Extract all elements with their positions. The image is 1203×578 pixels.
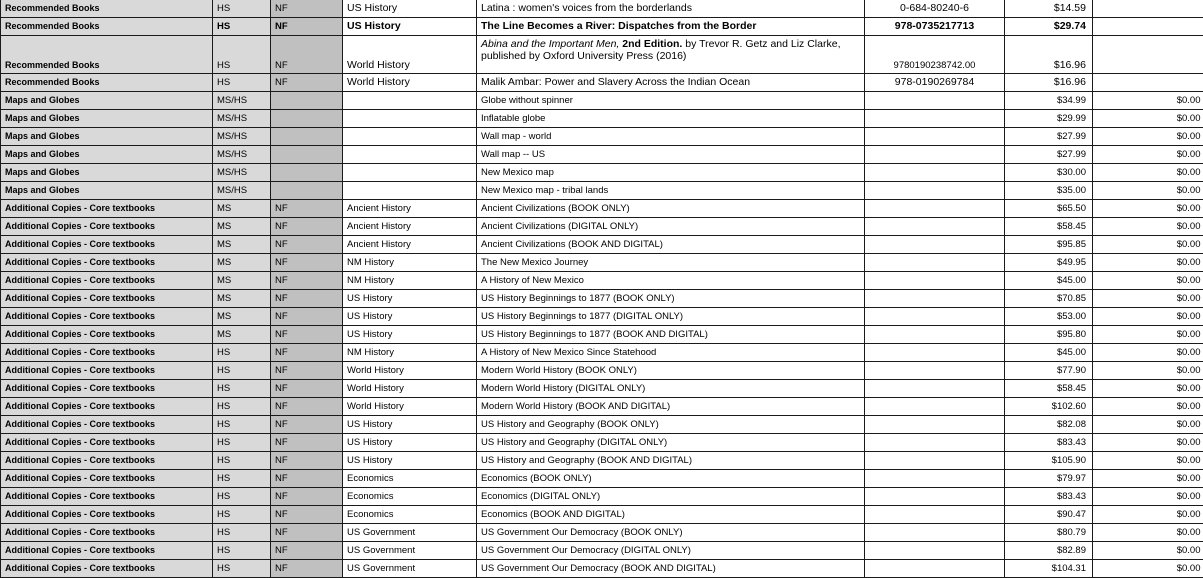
table-row: [1, 236, 1203, 254]
type-cell[interactable]: [271, 182, 343, 200]
category-cell[interactable]: Additional Copies - Core textbooks: [1, 560, 213, 578]
extra-price-cell[interactable]: [1093, 18, 1203, 36]
grade-cell[interactable]: HS: [213, 18, 271, 36]
isbn-cell[interactable]: [865, 128, 1005, 146]
extra-price-cell[interactable]: $0.00: [1093, 452, 1203, 470]
grade-cell[interactable]: HS: [213, 344, 271, 362]
grade-cell[interactable]: HS: [213, 398, 271, 416]
category-cell[interactable]: Additional Copies - Core textbooks: [1, 434, 213, 452]
price-cell[interactable]: $65.50: [1005, 200, 1093, 218]
type-cell[interactable]: NF: [271, 308, 343, 326]
grade-cell[interactable]: MS: [213, 326, 271, 344]
category-cell[interactable]: Additional Copies - Core textbooks: [1, 452, 213, 470]
isbn-cell[interactable]: [865, 488, 1005, 506]
extra-price-cell[interactable]: $0.00: [1093, 398, 1203, 416]
type-cell[interactable]: NF: [271, 434, 343, 452]
category-cell[interactable]: Additional Copies - Core textbooks: [1, 344, 213, 362]
table-row: [1, 416, 1203, 434]
title-cell[interactable]: Malik Ambar: Power and Slavery Across the Indian Ocean: [477, 74, 865, 92]
extra-price-cell[interactable]: $0.00: [1093, 146, 1203, 164]
category-cell[interactable]: Additional Copies - Core textbooks: [1, 542, 213, 560]
title-cell[interactable]: US History Beginnings to 1877 (BOOK ONLY): [477, 290, 865, 308]
type-cell[interactable]: [271, 92, 343, 110]
title-cell[interactable]: US History and Geography (BOOK ONLY): [477, 416, 865, 434]
subject-cell[interactable]: World History: [343, 380, 477, 398]
isbn-cell[interactable]: [865, 506, 1005, 524]
isbn-cell[interactable]: 9780190238742.00: [865, 36, 1005, 74]
title-cell[interactable]: Inflatable globe: [477, 110, 865, 128]
category-cell[interactable]: Additional Copies - Core textbooks: [1, 362, 213, 380]
type-cell[interactable]: NF: [271, 488, 343, 506]
isbn-cell[interactable]: [865, 326, 1005, 344]
grade-cell[interactable]: HS: [213, 560, 271, 578]
subject-cell[interactable]: US History: [343, 290, 477, 308]
price-cell[interactable]: $29.74: [1005, 18, 1093, 36]
title-cell[interactable]: The Line Becomes a River: Dispatches from the Border: [477, 18, 865, 36]
type-cell[interactable]: NF: [271, 236, 343, 254]
subject-cell[interactable]: US History: [343, 452, 477, 470]
price-cell[interactable]: $82.89: [1005, 542, 1093, 560]
isbn-cell[interactable]: [865, 416, 1005, 434]
table-row: [1, 560, 1203, 578]
type-cell[interactable]: NF: [271, 416, 343, 434]
grade-cell[interactable]: HS: [213, 488, 271, 506]
type-cell[interactable]: NF: [271, 290, 343, 308]
category-cell[interactable]: Recommended Books: [1, 0, 213, 18]
price-cell[interactable]: $45.00: [1005, 344, 1093, 362]
category-cell[interactable]: Maps and Globes: [1, 128, 213, 146]
grade-cell[interactable]: MS: [213, 254, 271, 272]
isbn-cell[interactable]: [865, 236, 1005, 254]
extra-price-cell[interactable]: $0.00: [1093, 182, 1203, 200]
extra-price-cell[interactable]: $0.00: [1093, 164, 1203, 182]
type-cell[interactable]: [271, 164, 343, 182]
subject-cell[interactable]: NM History: [343, 344, 477, 362]
extra-price-cell[interactable]: $0.00: [1093, 380, 1203, 398]
price-cell[interactable]: $16.96: [1005, 36, 1093, 74]
title-cell[interactable]: A History of New Mexico Since Statehood: [477, 344, 865, 362]
table-row: [1, 380, 1203, 398]
price-cell[interactable]: $35.00: [1005, 182, 1093, 200]
category-cell[interactable]: Recommended Books: [1, 74, 213, 92]
extra-price-cell[interactable]: $0.00: [1093, 92, 1203, 110]
subject-cell[interactable]: NM History: [343, 272, 477, 290]
isbn-cell[interactable]: [865, 560, 1005, 578]
grade-cell[interactable]: MS/HS: [213, 164, 271, 182]
title-cell[interactable]: Modern World History (DIGITAL ONLY): [477, 380, 865, 398]
table-row: [1, 218, 1203, 236]
type-cell[interactable]: [271, 110, 343, 128]
extra-price-cell[interactable]: $0.00: [1093, 344, 1203, 362]
title-cell[interactable]: Modern World History (BOOK AND DIGITAL): [477, 398, 865, 416]
type-cell[interactable]: NF: [271, 18, 343, 36]
extra-price-cell[interactable]: $0.00: [1093, 416, 1203, 434]
price-cell[interactable]: $83.43: [1005, 434, 1093, 452]
extra-price-cell[interactable]: $0.00: [1093, 434, 1203, 452]
subject-cell[interactable]: [343, 182, 477, 200]
extra-price-cell[interactable]: $0.00: [1093, 326, 1203, 344]
extra-price-cell[interactable]: $0.00: [1093, 542, 1203, 560]
grade-cell[interactable]: HS: [213, 36, 271, 74]
subject-cell[interactable]: [343, 164, 477, 182]
price-cell[interactable]: $16.96: [1005, 74, 1093, 92]
grade-cell[interactable]: HS: [213, 506, 271, 524]
price-cell[interactable]: $27.99: [1005, 128, 1093, 146]
extra-price-cell[interactable]: $0.00: [1093, 560, 1203, 578]
title-cell[interactable]: Abina and the Important Men, 2nd Edition. by Trevor R. Getz and Liz Clarke, published by Oxford University Press (2016): [477, 36, 865, 74]
grade-cell[interactable]: HS: [213, 470, 271, 488]
type-cell[interactable]: NF: [271, 36, 343, 74]
isbn-cell[interactable]: 978-0190269784: [865, 74, 1005, 92]
isbn-cell[interactable]: [865, 362, 1005, 380]
isbn-cell[interactable]: [865, 200, 1005, 218]
title-cell[interactable]: Modern World History (BOOK ONLY): [477, 362, 865, 380]
price-cell[interactable]: $30.00: [1005, 164, 1093, 182]
type-cell[interactable]: NF: [271, 362, 343, 380]
title-cell[interactable]: The New Mexico Journey: [477, 254, 865, 272]
grade-cell[interactable]: HS: [213, 0, 271, 18]
isbn-cell[interactable]: [865, 92, 1005, 110]
isbn-cell[interactable]: [865, 164, 1005, 182]
price-cell[interactable]: $49.95: [1005, 254, 1093, 272]
title-cell[interactable]: US Government Our Democracy (BOOK ONLY): [477, 524, 865, 542]
title-cell[interactable]: Wall map - world: [477, 128, 865, 146]
extra-price-cell[interactable]: $0.00: [1093, 110, 1203, 128]
price-cell[interactable]: $90.47: [1005, 506, 1093, 524]
grade-cell[interactable]: HS: [213, 416, 271, 434]
type-cell[interactable]: NF: [271, 470, 343, 488]
grade-cell[interactable]: HS: [213, 542, 271, 560]
title-cell[interactable]: US History and Geography (DIGITAL ONLY): [477, 434, 865, 452]
table-row: [1, 92, 1203, 110]
price-cell[interactable]: $34.99: [1005, 92, 1093, 110]
table-row: [1, 470, 1203, 488]
table-row: [1, 308, 1203, 326]
isbn-cell[interactable]: [865, 542, 1005, 560]
subject-cell[interactable]: US Government: [343, 542, 477, 560]
title-cell[interactable]: Economics (BOOK ONLY): [477, 470, 865, 488]
category-cell[interactable]: Additional Copies - Core textbooks: [1, 272, 213, 290]
extra-price-cell[interactable]: $0.00: [1093, 470, 1203, 488]
table-row: [1, 18, 1203, 36]
category-cell[interactable]: Additional Copies - Core textbooks: [1, 416, 213, 434]
table-row: [1, 74, 1203, 92]
table-row: [1, 200, 1203, 218]
grade-cell[interactable]: MS: [213, 290, 271, 308]
price-cell[interactable]: $104.31: [1005, 560, 1093, 578]
grade-cell[interactable]: HS: [213, 524, 271, 542]
title-cell[interactable]: US History Beginnings to 1877 (DIGITAL ONLY): [477, 308, 865, 326]
category-cell[interactable]: Maps and Globes: [1, 110, 213, 128]
price-cell[interactable]: $53.00: [1005, 308, 1093, 326]
table-row: [1, 344, 1203, 362]
price-cell[interactable]: $79.97: [1005, 470, 1093, 488]
type-cell[interactable]: NF: [271, 272, 343, 290]
title-cell[interactable]: Latina : women's voices from the borderlands: [477, 0, 865, 18]
isbn-cell[interactable]: [865, 380, 1005, 398]
grade-cell[interactable]: MS: [213, 200, 271, 218]
isbn-cell[interactable]: [865, 182, 1005, 200]
subject-cell[interactable]: US History: [343, 18, 477, 36]
isbn-cell[interactable]: 0-684-80240-6: [865, 0, 1005, 18]
table-row: [1, 290, 1203, 308]
table-row: [1, 488, 1203, 506]
table-row: [1, 506, 1203, 524]
subject-cell[interactable]: US History: [343, 326, 477, 344]
type-cell[interactable]: NF: [271, 524, 343, 542]
title-cell[interactable]: US History Beginnings to 1877 (BOOK AND DIGITAL): [477, 326, 865, 344]
category-cell[interactable]: Additional Copies - Core textbooks: [1, 506, 213, 524]
category-cell[interactable]: Maps and Globes: [1, 92, 213, 110]
table-row: [1, 326, 1203, 344]
isbn-cell[interactable]: [865, 290, 1005, 308]
table-row: [1, 452, 1203, 470]
subject-cell[interactable]: Economics: [343, 470, 477, 488]
table-row: [1, 0, 1203, 18]
type-cell[interactable]: [271, 128, 343, 146]
category-cell[interactable]: Additional Copies - Core textbooks: [1, 488, 213, 506]
price-cell[interactable]: $14.59: [1005, 0, 1093, 18]
subject-cell[interactable]: Ancient History: [343, 236, 477, 254]
grade-cell[interactable]: HS: [213, 452, 271, 470]
type-cell[interactable]: NF: [271, 200, 343, 218]
price-cell[interactable]: $29.99: [1005, 110, 1093, 128]
grade-cell[interactable]: MS/HS: [213, 128, 271, 146]
subject-cell[interactable]: NM History: [343, 254, 477, 272]
price-cell[interactable]: $27.99: [1005, 146, 1093, 164]
type-cell[interactable]: NF: [271, 254, 343, 272]
table-row: [1, 254, 1203, 272]
isbn-cell[interactable]: 978-0735217713: [865, 18, 1005, 36]
table-body: [1, 0, 1203, 578]
category-cell[interactable]: Additional Copies - Core textbooks: [1, 398, 213, 416]
table-row: [1, 128, 1203, 146]
title-cell[interactable]: US Government Our Democracy (BOOK AND DIGITAL): [477, 560, 865, 578]
category-cell[interactable]: Additional Copies - Core textbooks: [1, 524, 213, 542]
grade-cell[interactable]: MS: [213, 272, 271, 290]
category-cell[interactable]: Additional Copies - Core textbooks: [1, 290, 213, 308]
extra-price-cell[interactable]: $0.00: [1093, 488, 1203, 506]
type-cell[interactable]: NF: [271, 506, 343, 524]
price-cell[interactable]: $95.80: [1005, 326, 1093, 344]
price-cell[interactable]: $105.90: [1005, 452, 1093, 470]
subject-cell[interactable]: [343, 110, 477, 128]
type-cell[interactable]: NF: [271, 398, 343, 416]
isbn-cell[interactable]: [865, 470, 1005, 488]
extra-price-cell[interactable]: $0.00: [1093, 308, 1203, 326]
subject-cell[interactable]: Ancient History: [343, 218, 477, 236]
isbn-cell[interactable]: [865, 110, 1005, 128]
type-cell[interactable]: [271, 146, 343, 164]
extra-price-cell[interactable]: $0.00: [1093, 290, 1203, 308]
subject-cell[interactable]: Ancient History: [343, 200, 477, 218]
category-cell[interactable]: Additional Copies - Core textbooks: [1, 380, 213, 398]
subject-cell[interactable]: US History: [343, 416, 477, 434]
price-cell[interactable]: $80.79: [1005, 524, 1093, 542]
grade-cell[interactable]: MS/HS: [213, 92, 271, 110]
title-cell[interactable]: Ancient Civilizations (DIGITAL ONLY): [477, 218, 865, 236]
category-cell[interactable]: Additional Copies - Core textbooks: [1, 254, 213, 272]
isbn-cell[interactable]: [865, 452, 1005, 470]
isbn-cell[interactable]: [865, 344, 1005, 362]
category-cell[interactable]: Additional Copies - Core textbooks: [1, 236, 213, 254]
title-cell[interactable]: Ancient Civilizations (BOOK ONLY): [477, 200, 865, 218]
grade-cell[interactable]: MS/HS: [213, 182, 271, 200]
table-row: [1, 36, 1203, 74]
category-cell[interactable]: Maps and Globes: [1, 164, 213, 182]
type-cell[interactable]: NF: [271, 0, 343, 18]
type-cell[interactable]: NF: [271, 452, 343, 470]
grade-cell[interactable]: MS: [213, 236, 271, 254]
extra-price-cell[interactable]: $0.00: [1093, 218, 1203, 236]
subject-cell[interactable]: [343, 128, 477, 146]
grade-cell[interactable]: MS: [213, 218, 271, 236]
extra-price-cell[interactable]: $0.00: [1093, 272, 1203, 290]
grade-cell[interactable]: HS: [213, 434, 271, 452]
title-cell[interactable]: Economics (DIGITAL ONLY): [477, 488, 865, 506]
category-cell[interactable]: Additional Copies - Core textbooks: [1, 218, 213, 236]
price-cell[interactable]: $102.60: [1005, 398, 1093, 416]
type-cell[interactable]: NF: [271, 74, 343, 92]
extra-price-cell[interactable]: $0.00: [1093, 362, 1203, 380]
title-cell[interactable]: A History of New Mexico: [477, 272, 865, 290]
extra-price-cell[interactable]: [1093, 0, 1203, 18]
price-cell[interactable]: $58.45: [1005, 218, 1093, 236]
grade-cell[interactable]: MS/HS: [213, 146, 271, 164]
table-row: [1, 542, 1203, 560]
extra-price-cell[interactable]: $0.00: [1093, 506, 1203, 524]
category-cell[interactable]: Additional Copies - Core textbooks: [1, 308, 213, 326]
subject-cell[interactable]: World History: [343, 362, 477, 380]
type-cell[interactable]: NF: [271, 560, 343, 578]
price-cell[interactable]: $83.43: [1005, 488, 1093, 506]
type-cell[interactable]: NF: [271, 380, 343, 398]
title-cell[interactable]: Wall map -- US: [477, 146, 865, 164]
subject-cell[interactable]: [343, 146, 477, 164]
title-cell[interactable]: Globe without spinner: [477, 92, 865, 110]
category-cell[interactable]: Additional Copies - Core textbooks: [1, 470, 213, 488]
type-cell[interactable]: NF: [271, 542, 343, 560]
title-cell[interactable]: New Mexico map - tribal lands: [477, 182, 865, 200]
extra-price-cell[interactable]: $0.00: [1093, 236, 1203, 254]
subject-cell[interactable]: Economics: [343, 506, 477, 524]
price-cell[interactable]: $82.08: [1005, 416, 1093, 434]
type-cell[interactable]: NF: [271, 218, 343, 236]
isbn-cell[interactable]: [865, 434, 1005, 452]
price-cell[interactable]: $58.45: [1005, 380, 1093, 398]
subject-cell[interactable]: Economics: [343, 488, 477, 506]
isbn-cell[interactable]: [865, 218, 1005, 236]
subject-cell[interactable]: US Government: [343, 524, 477, 542]
isbn-cell[interactable]: [865, 272, 1005, 290]
table-row: [1, 146, 1203, 164]
price-cell[interactable]: $45.00: [1005, 272, 1093, 290]
category-cell[interactable]: Additional Copies - Core textbooks: [1, 200, 213, 218]
table-row: [1, 434, 1203, 452]
isbn-cell[interactable]: [865, 254, 1005, 272]
grade-cell[interactable]: HS: [213, 380, 271, 398]
table-row: [1, 110, 1203, 128]
type-cell[interactable]: NF: [271, 344, 343, 362]
isbn-cell[interactable]: [865, 398, 1005, 416]
subject-cell[interactable]: World History: [343, 398, 477, 416]
isbn-cell[interactable]: [865, 524, 1005, 542]
subject-cell[interactable]: World History: [343, 36, 477, 74]
table-row: [1, 362, 1203, 380]
isbn-cell[interactable]: [865, 308, 1005, 326]
title-cell[interactable]: US Government Our Democracy (DIGITAL ONLY): [477, 542, 865, 560]
subject-cell[interactable]: World History: [343, 74, 477, 92]
grade-cell[interactable]: HS: [213, 74, 271, 92]
table-row: [1, 272, 1203, 290]
category-cell[interactable]: Maps and Globes: [1, 146, 213, 164]
price-cell[interactable]: $77.90: [1005, 362, 1093, 380]
title-cell[interactable]: US History and Geography (BOOK AND DIGITAL): [477, 452, 865, 470]
grade-cell[interactable]: HS: [213, 362, 271, 380]
category-cell[interactable]: Maps and Globes: [1, 182, 213, 200]
price-cell[interactable]: $95.85: [1005, 236, 1093, 254]
table-row: [1, 182, 1203, 200]
extra-price-cell[interactable]: $0.00: [1093, 254, 1203, 272]
subject-cell[interactable]: US History: [343, 0, 477, 18]
grade-cell[interactable]: MS: [213, 308, 271, 326]
table-row: [1, 164, 1203, 182]
title-cell[interactable]: Ancient Civilizations (BOOK AND DIGITAL): [477, 236, 865, 254]
extra-price-cell[interactable]: [1093, 74, 1203, 92]
extra-price-cell[interactable]: $0.00: [1093, 524, 1203, 542]
extra-price-cell[interactable]: [1093, 36, 1203, 74]
isbn-cell[interactable]: [865, 146, 1005, 164]
table-row: [1, 524, 1203, 542]
extra-price-cell[interactable]: $0.00: [1093, 128, 1203, 146]
type-cell[interactable]: NF: [271, 326, 343, 344]
subject-cell[interactable]: US Government: [343, 560, 477, 578]
category-cell[interactable]: Additional Copies - Core textbooks: [1, 326, 213, 344]
subject-cell[interactable]: US History: [343, 434, 477, 452]
title-cell[interactable]: New Mexico map: [477, 164, 865, 182]
grade-cell[interactable]: MS/HS: [213, 110, 271, 128]
table-row: [1, 398, 1203, 416]
category-cell[interactable]: Recommended Books: [1, 36, 213, 74]
price-cell[interactable]: $70.85: [1005, 290, 1093, 308]
title-cell[interactable]: Economics (BOOK AND DIGITAL): [477, 506, 865, 524]
category-cell[interactable]: Recommended Books: [1, 18, 213, 36]
subject-cell[interactable]: US History: [343, 308, 477, 326]
subject-cell[interactable]: [343, 92, 477, 110]
extra-price-cell[interactable]: $0.00: [1093, 200, 1203, 218]
